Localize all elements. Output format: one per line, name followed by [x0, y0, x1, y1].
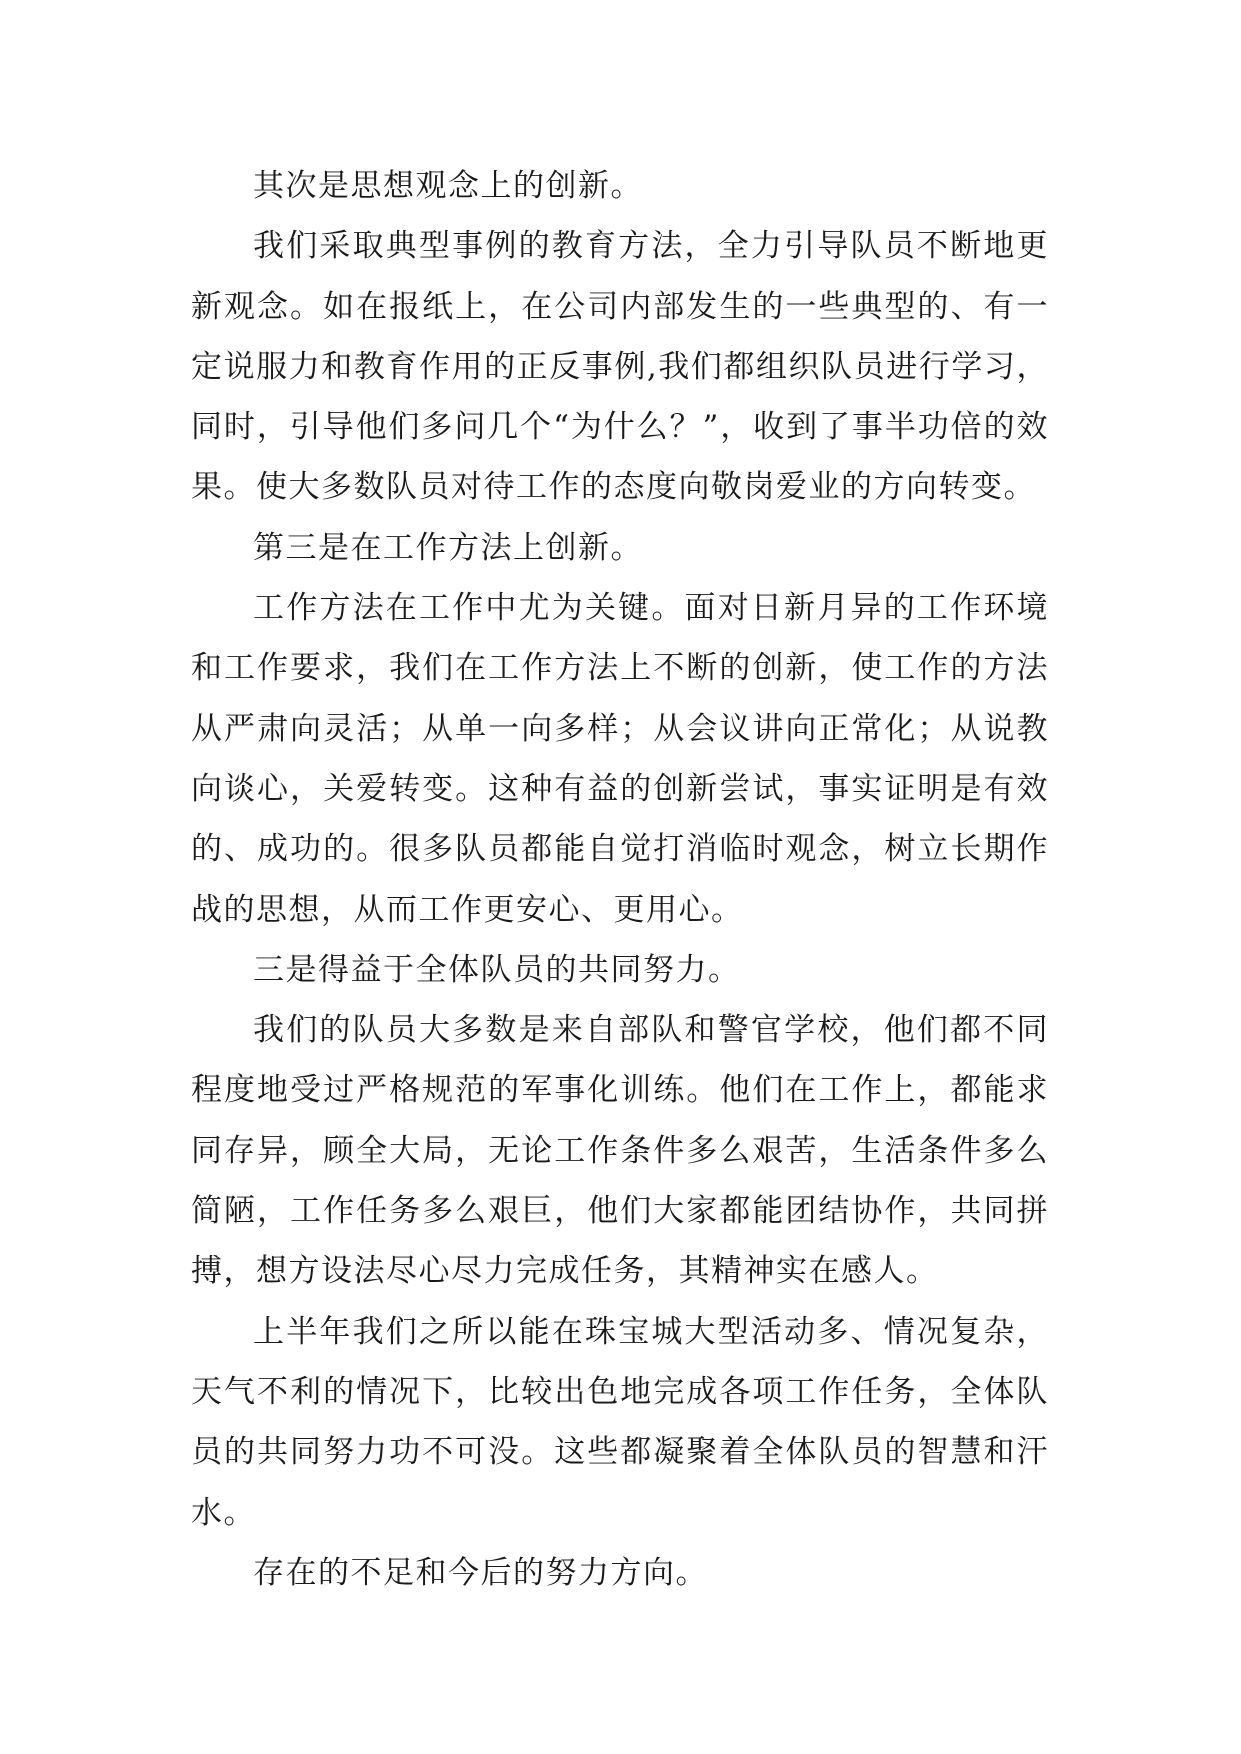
paragraph-heading-team-effort: 三是得益于全体队员的共同努力。 [253, 951, 741, 988]
document-body [191, 156, 1049, 1603]
paragraph-heading-method-innovation: 第三是在工作方法上创新。 [253, 529, 643, 566]
paragraph-first-half-summary: 上半年我们之所以能在珠宝城大型活动多、情况复杂，天气不利的情况下，比较出色地完成各项工作任务，全体队员的共同努力功不可没。这些都凝聚着全体队员的智慧和汗水。 [191, 1313, 1049, 1531]
paragraph-heading-idea-innovation: 其次是思想观念上的创新。 [253, 168, 643, 204]
paragraph-heading-shortcomings: 存在的不足和今后的努力方向。 [253, 1554, 708, 1591]
paragraph-work-method: 工作方法在工作中尤为关键。面对日新月异的工作环境和工作要求，我们在工作方法上不断的创新，使工作的方法从严肃向灵活；从单一向多样；从会议讲向正常化；从说教向谈心，关爱转变。这种有益的创新尝试，事实证明是有效的、成功的。很多队员都能自觉打消临时观念，树立长期作战的思想，从而工作更安心、更用心。 [191, 590, 1049, 928]
paragraph-education-method: 我们采取典型事例的教育方法，全力引导队员不断地更新观念。如在报纸上，在公司内部发生的一些典型的、有一定说服力和教育作用的正反事例,我们都组织队员进行学习，同时，引导他们多问几个“为什么？”，收到了事半功倍的效果。使大多数队员对待工作的态度向敬岗爱业的方向转变。 [191, 228, 1049, 506]
paragraph-team-background: 我们的队员大多数是来自部队和警官学校，他们都不同程度地受过严格规范的军事化训练。他们在工作上，都能求同存异，顾全大局，无论工作条件多么艰苦，生活条件多么简陋，工作任务多么艰巨，他们大家都能团结协作，共同拼搏，想方设法尽心尽力完成任务，其精神实在感人。 [191, 1012, 1049, 1290]
